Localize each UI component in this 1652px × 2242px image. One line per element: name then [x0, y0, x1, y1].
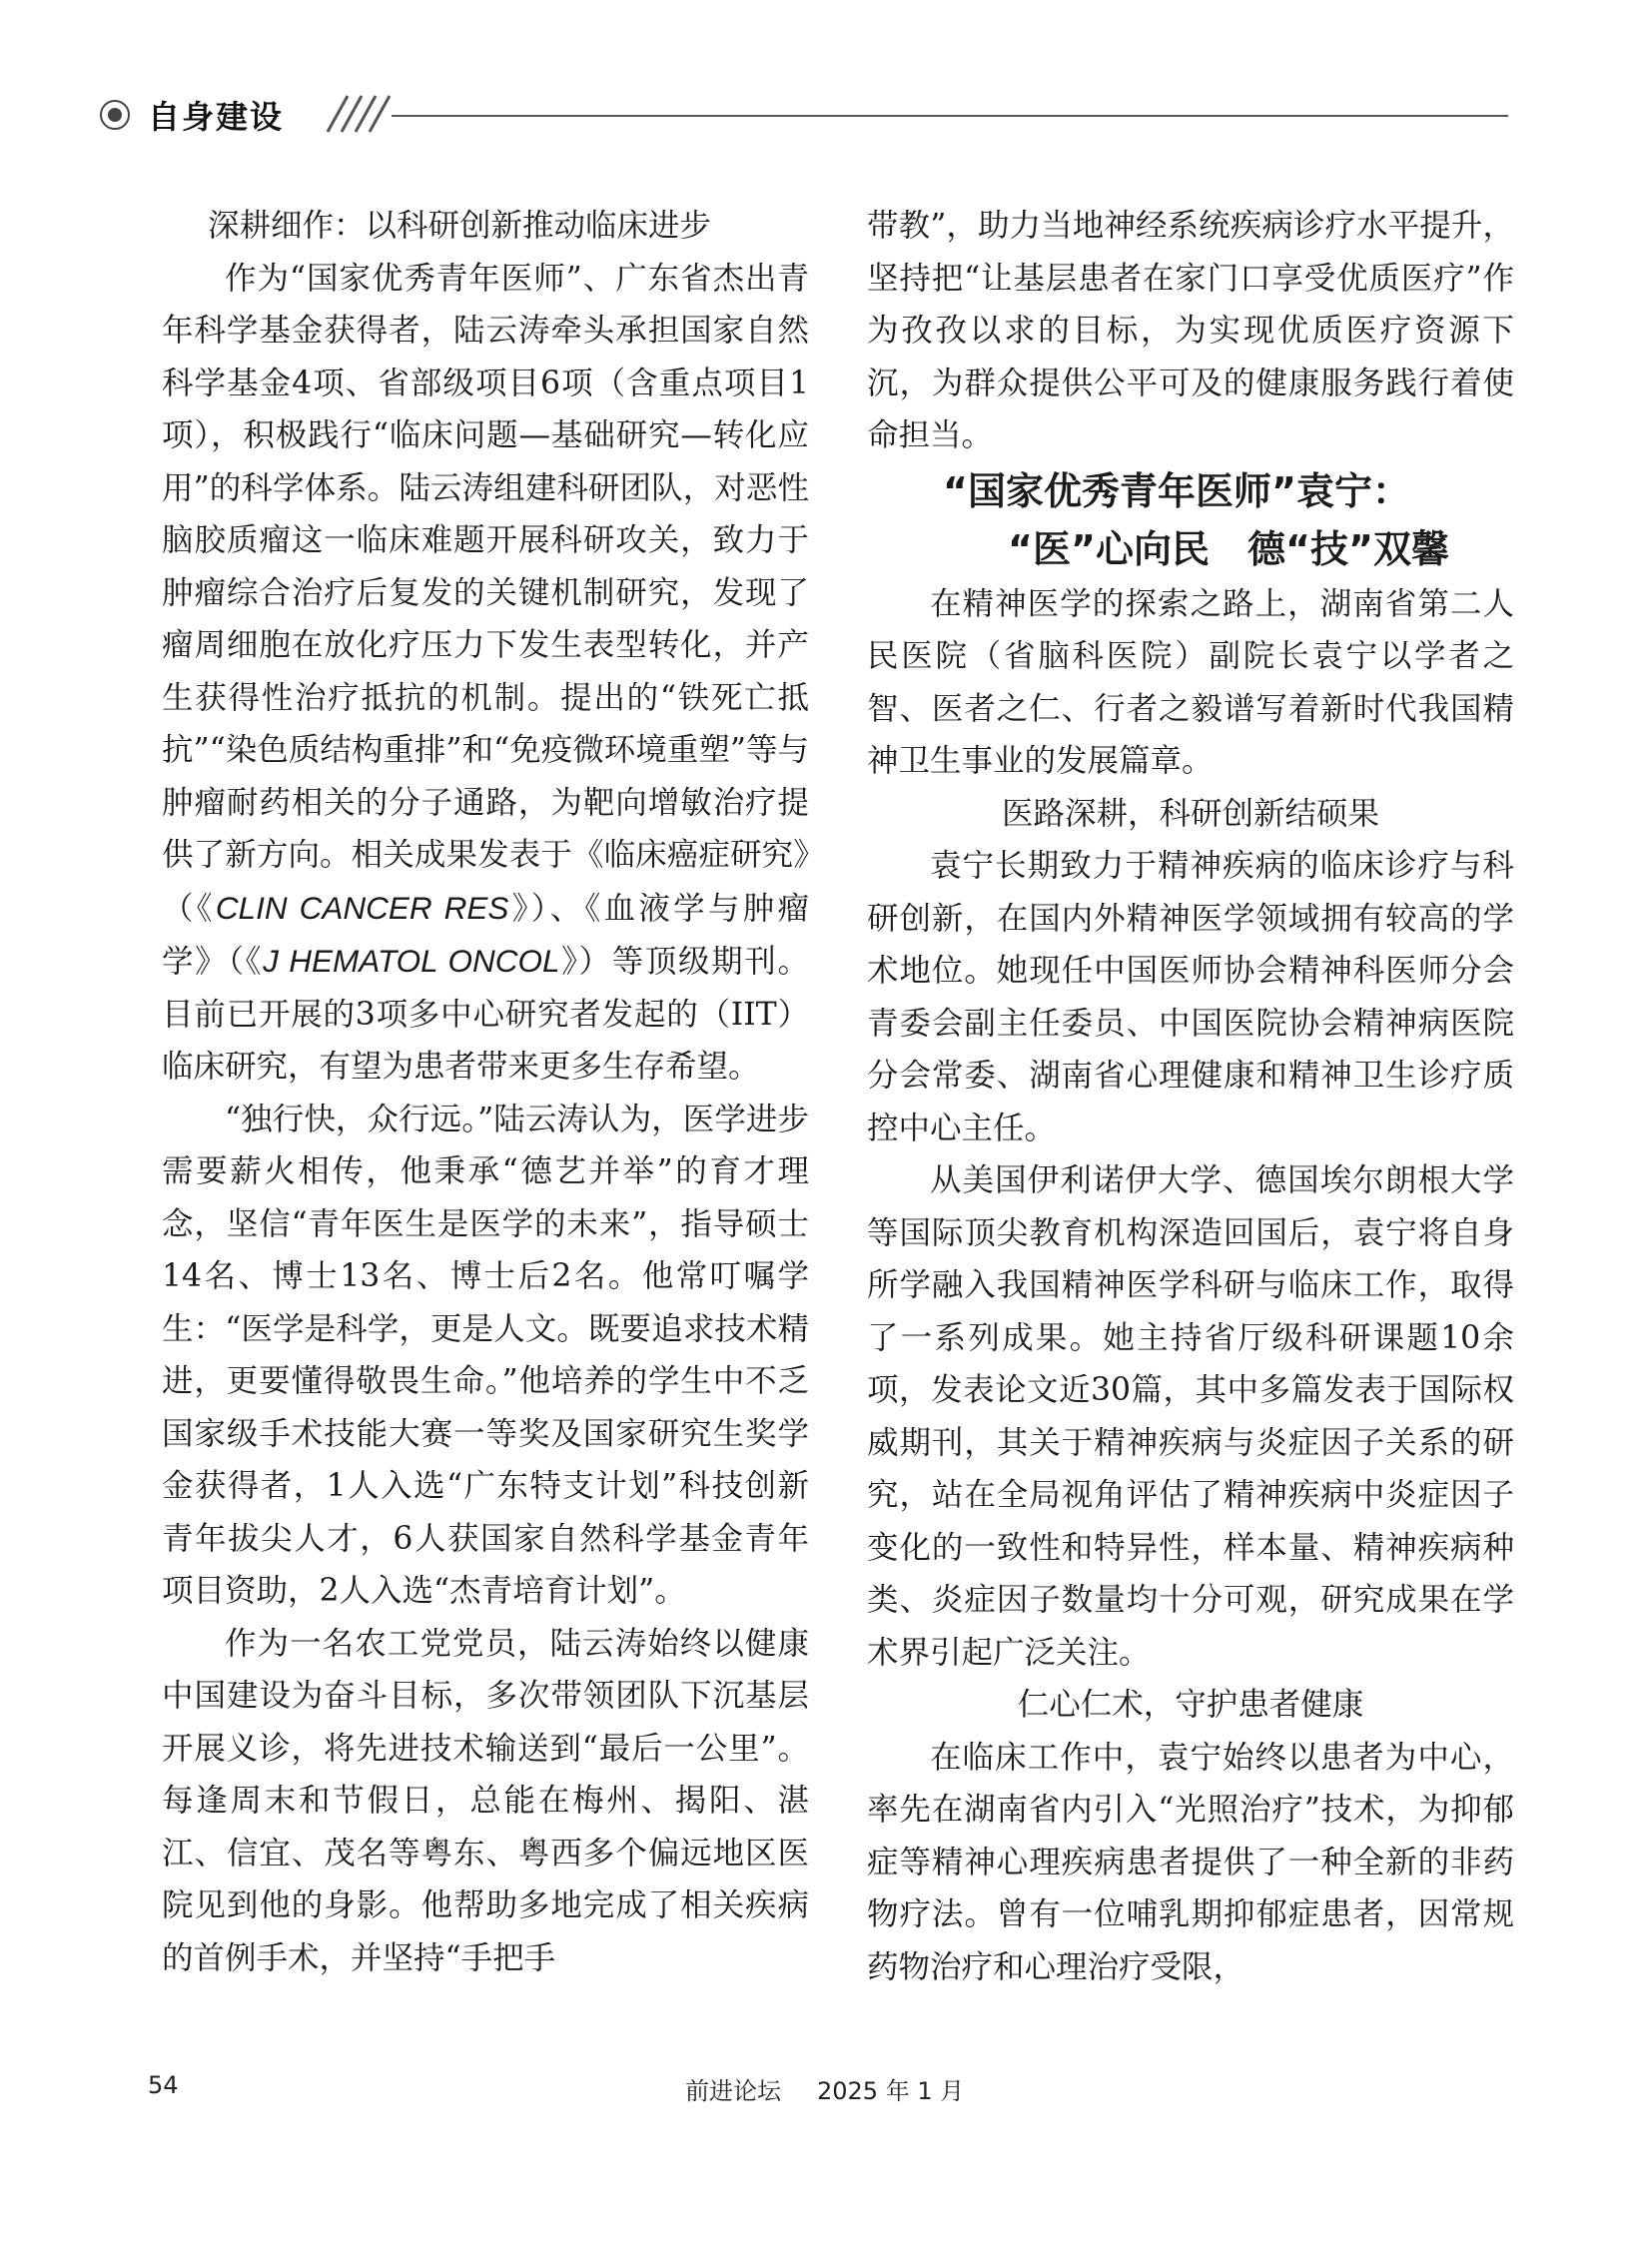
section-subheading: 深耕细作：以科研创新推动临床进步	[208, 208, 712, 244]
paragraph-continued: 带教”，助力当地神经系统疾病诊疗水平提升，坚持把“让基层患者在家门口享受优质医疗”作为孜孜以求的目标，为实现优质医疗资源下沉，为群众提供公平可及的健康服务践行着使命担当。	[867, 208, 1514, 453]
section-title: 自身建设	[148, 98, 285, 136]
issue-date: 2025 年 1 月	[817, 2077, 965, 2105]
paragraph-clinical: 在临床工作中，袁宁始终以患者为中心，率先在湖南省内引入“光照治疗”技术，为抑郁症等精神心理疾病患者提供了一种全新的非药物疗法。曾有一位哺乳期抑郁症患者，因常规药物治疗和心理治疗受限，	[867, 1739, 1514, 1985]
header-rule	[392, 115, 1508, 117]
page-footer	[0, 2071, 1652, 2111]
page-number: 54	[148, 2071, 179, 2099]
journal-name-italic: CLIN CANCER RES	[215, 889, 509, 926]
paragraph-mentoring: “独行快，众行远。”陆云涛认为，医学进步需要薪火相传，他秉承“德艺并举”的育才理念，坚信“青年医生是医学的未来”，指导硕士14名、博士13名、博士后2名。他常叮嘱学生：“医学是科学，更是人文。既要追求技术精进，更要懂得敬畏生命。”他培养的学生中不乏国家级手术技能大赛一等奖及国家研究生奖学金获得者，1人入选“广东特支计划”科技创新青年拔尖人才，6人获国家自然科学基金青年项目资助，2人入选“杰青培育计划”。	[162, 1101, 809, 1609]
paragraph-research: 作为“国家优秀青年医师”、广东省杰出青年科学基金获得者，陆云涛牵头承担国家自然科学基金4项、省部级项目6项（含重点项目1项），积极践行“临床问题—基础研究—转化应用”的科学体系。陆云涛组建科研团队，对恶性脑胶质瘤这一临床难题开展科研攻关，致力于肿瘤综合治疗后复发的关键机制研究，发现了瘤周细胞在放化疗压力下发生表型转化，并产生获得性治疗抵抗的机制。提出的“铁死亡抵抗”“染色质结构重排”和“免疫微环境重塑”等与肿瘤耐药相关的分子通路，为靶向增敏治疗提供了新方向。相关成果发表于《临床癌症研究》（《CLIN CANCER RES》）、《血液学与肿瘤学》（《J HEMATOL ONCOL》）等顶级期刊。目前已开展的3项多中心研究者发起的（IIT）临床研究，有望为患者带来更多生存希望。	[162, 260, 809, 1085]
paragraph-research: 从美国伊利诺伊大学、德国埃尔朗根大学等国际顶尖教育机构深造回国后，袁宁将自身所学融入我国精神医学科研与临床工作，取得了一系列成果。她主持省厅级科研课题10余项，发表论文近30篇，其中多篇发表于国际权威期刊，其关于精神疾病与炎症因子关系的研究，站在全局视角评估了精神疾病中炎症因子变化的一致性和特异性，样本量、精神疾病种类、炎症因子数量均十分可观，研究成果在学术界引起广泛关注。	[867, 1162, 1514, 1671]
article-headline-sub: “医”心向民 德“技”双馨	[1008, 526, 1449, 571]
journal-name-italic: J HEMATOL ONCOL	[263, 943, 560, 979]
bullseye-icon	[100, 100, 130, 130]
journal-name: 前进论坛	[685, 2077, 781, 2105]
right-column	[867, 200, 1514, 1993]
page-header	[100, 92, 1508, 140]
section-subheading: 医路深耕，科研创新结硕果	[1001, 795, 1379, 832]
paragraph-intro: 在精神医学的探索之路上，湖南省第二人民医院（省脑科医院）副院长袁宁以学者之智、医者之仁、行者之毅谱写着新时代我国精神卫生事业的发展篇章。	[867, 585, 1514, 779]
left-column	[162, 200, 809, 1984]
article-headline: “国家优秀青年医师”袁宁：	[943, 468, 1410, 513]
section-subheading: 仁心仁术，守护患者健康	[1017, 1687, 1364, 1723]
slash-stripes-icon	[308, 94, 398, 134]
paragraph-position: 袁宁长期致力于精神疾病的临床诊疗与科研创新，在国内外精神医学领域拥有较高的学术地位。她现任中国医师协会精神科医师分会青委会副主任委员、中国医院协会精神病医院分会常委、湖南省心理健康和精神卫生诊疗质控中心主任。	[867, 848, 1514, 1146]
paragraph-outreach: 作为一名农工党党员，陆云涛始终以健康中国建设为奋斗目标，多次带领团队下沉基层开展义诊，将先进技术输送到“最后一公里”。每逢周末和节假日，总能在梅州、揭阳、湛江、信宜、茂名等粤东、粤西多个偏远地区医院见到他的身影。他帮助多地完成了相关疾病的首例手术，并坚持“手把手	[162, 1625, 809, 1976]
